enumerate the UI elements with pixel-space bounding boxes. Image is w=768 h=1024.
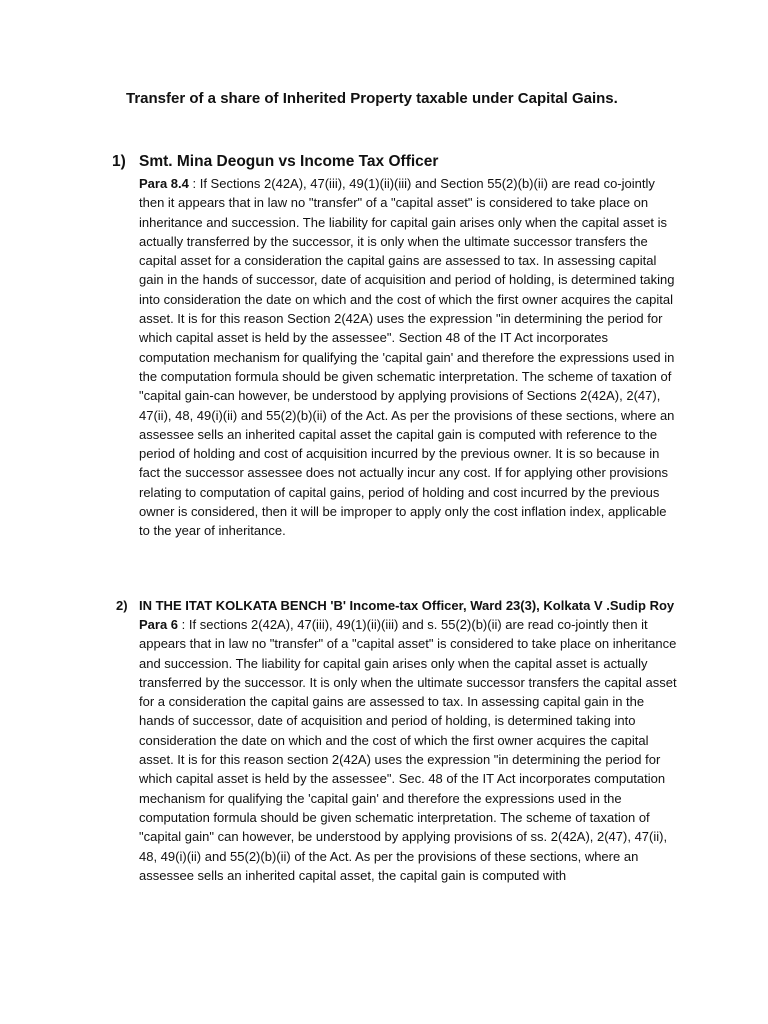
case-paragraph (139, 174, 677, 541)
para-text: If Sections 2(42A), 47(iii), 49(1)(ii)(iii) and Section 55(2)(b)(ii) are read co-jointly then it appears that in law no "transfer" of a "capital asset" is considered to take place on inheritance and succession. The liability for capital gain arises only when the capital asset is actually transferred by the successor, it is only when the ultimate successor transfers the capital asset for a consideration the capital gains are assessed to tax. In assessing capital gain in the hands of successor, date of acquisition and period of holding, is determined taking into consideration the date on which and the cost of which the first owner acquires the capital asset. It is for this reason Section 2(42A) uses the expression "in determining the period for which capital asset is held by the assessee". Section 48 of the IT Act incorporates computation mechanism for qualifying the 'capital gain' and therefore the expressions used in the computation formula should be given schematic interpretation. The scheme of taxation of "capital gain-can however, be understood by applying provisions of Sections 2(42A), 2(47), 47(ii), 48, 49(i)(ii) and 55(2)(b)(ii) of the Act. As per the provisions of these sections, where an assessee sells an inherited capital asset the capital gain is computed with reference to the period of holding and cost of acquisition incurred by the previous owner. It is so because in fact the successor assessee does not actually incur any cost. If for applying other provisions relating to computation of capital gains, period of holding and cost incurred by the previous owner is considered, then it will be improper to apply only the cost inflation index, applicable to the year of inheritance. (139, 176, 675, 539)
para-label: Para 8.4 (139, 176, 189, 191)
case-section-2 (112, 596, 677, 885)
para-separator: : (188, 176, 200, 191)
case-section-1 (112, 152, 677, 541)
para-text: If sections 2(42A), 47(iii), 49(1)(ii)(iii) and s. 55(2)(b)(ii) are read co-jointly then it appears that in law no "transfer" of a "capital asset" is considered to take place on inheritance and succession. The liability for capital gain arises only when the capital asset is actually transferred by the successor. It is only when the ultimate successor transfers the capital asset for a consideration the capital gains are assessed to tax. In assessing capital gain in the hands of successor, date of acquisition and period of holding, is determined taking into consideration the date on which and the cost of which the first owner acquires the capital asset. It is for this reason section 2(42A) uses the expression "in determining the period for which capital asset is held by the assessee". Sec. 48 of the IT Act incorporates computation mechanism for qualifying the 'capital gain' and therefore the expressions used in the computation formula should be given schematic interpretation. The scheme of taxation of "capital gain" can however, be understood by applying provisions of ss. 2(42A), 2(47), 47(ii), 48, 49(i)(ii) and 55(2)(b)(ii) of the Act. As per the provisions of these sections, where an assessee sells an inherited capital asset, the capital gain is computed with (139, 617, 677, 883)
document-title: Transfer of a share of Inherited Property taxable under Capital Gains. (126, 90, 618, 107)
case-heading: Smt. Mina Deogun vs Income Tax Officer (139, 153, 439, 170)
case-number: 2) (116, 598, 128, 613)
para-separator: : (178, 617, 189, 632)
case-number: 1) (112, 153, 126, 170)
case-heading: IN THE ITAT KOLKATA BENCH 'B' Income-tax Officer, Ward 23(3), Kolkata V .Sudip Roy (139, 598, 675, 613)
case-paragraph (139, 615, 677, 885)
para-label: Para 6 (139, 617, 179, 632)
